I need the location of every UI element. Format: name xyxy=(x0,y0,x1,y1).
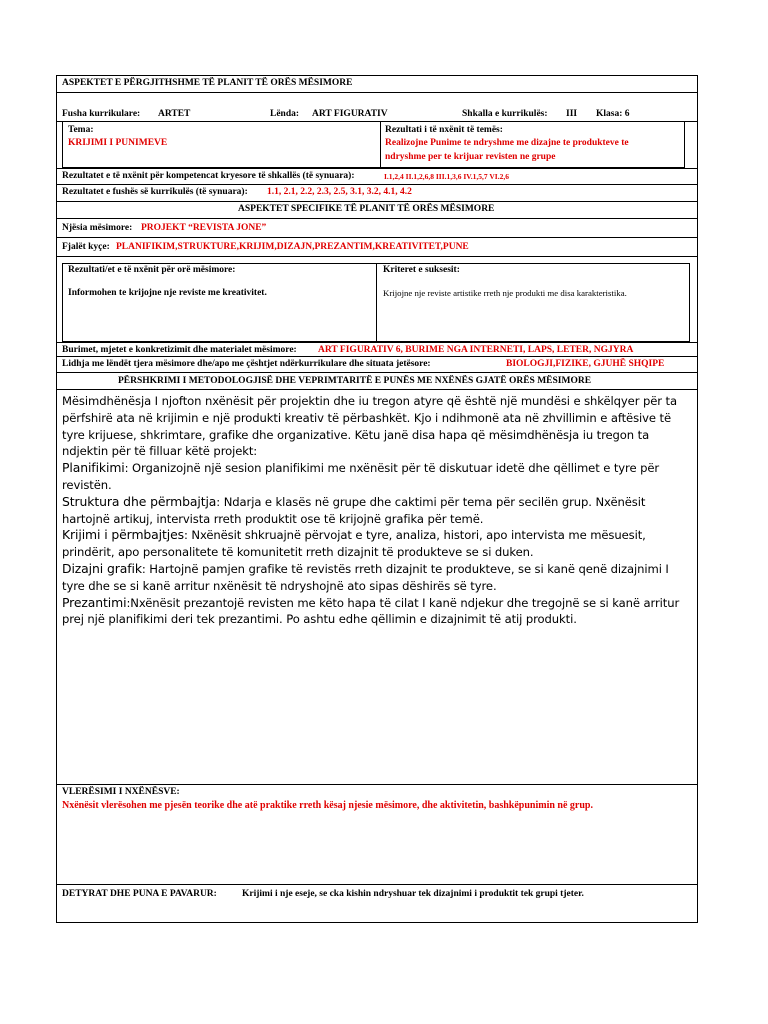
fjalet-value: PLANIFIKIM,STRUKTURE,KRIJIM,DIZAJN,PREZANTIM,KREATIVITET,PUNE xyxy=(116,242,469,252)
kompetencat-label: Rezultatet e të nxënit për kompetencat kryesore të shkallës (të synuara): xyxy=(62,171,355,181)
fjalet-label: Fjalët kyçe: xyxy=(62,242,110,252)
step-dizajni-term: Dizajni grafik xyxy=(62,560,142,576)
shkalla-value: III xyxy=(566,109,578,119)
burimet-value: ART FIGURATIV 6, BURIME NGA INTERNETI, LAPS, LETER, NGJYRA xyxy=(318,345,634,355)
fusha-value: ARTET xyxy=(158,109,191,119)
klasa-label: Klasa: 6 xyxy=(596,109,630,119)
step-prezantimi-term: Prezantimi xyxy=(62,594,127,610)
shkalla-label: Shkalla e kurrikulës: xyxy=(462,109,548,119)
step-krijimi-term: Krijimi i përmbajtjes xyxy=(62,527,184,543)
methodology-intro: Mësimdhënësja I njofton nxënësit për projektin dhe iu tregon atyre që është një mundësi e shkëlqyer për ta përfshirë ata në krijimin e një produkti kreativ të përbashkët. Kjo i ndihmonë ata në zhvillimin e aftësive të tyre krijuese, shkrimtare, grafike dhe organizative. Këtu janë disa hapa që mësimdhënësja iu tregon ta ndjektin për të filluar këtë projekt: xyxy=(62,394,677,459)
general-aspects-heading: ASPEKTET E PËRGJITHSHME TË PLANIT TË ORËS MËSIMORE xyxy=(62,78,353,88)
step-planifikimi-text: : Organizojnë një sesion planifikimi me nxënësit për të diskutuar idetë dhe qëllimet e tyre për revistën. xyxy=(62,461,660,492)
lidhja-value: BIOLOGJI,FIZIKE, GJUHË SHQIPE xyxy=(506,359,665,369)
tema-result-line1: Realizojne Punime te ndryshme me dizajne te produkteve te xyxy=(385,138,629,148)
methodology-description xyxy=(62,393,690,628)
step-struktura-text: : Ndarja e klasës në grupe dhe caktimi për tema për secilën grup. Nxënësit hartojnë artikuj, intervista rreth produktit ose të krijojnë grafika për temë. xyxy=(62,494,646,526)
njesia-value: PROJEKT “REVISTA JONE” xyxy=(141,223,267,233)
step-planifikimi-term: Planifikimi xyxy=(62,460,125,476)
step-planifikimi xyxy=(62,460,690,494)
tema-result-label: Rezultati i të nxënit të temës: xyxy=(385,125,503,135)
detyrat-label: DETYRAT DHE PUNA E PAVARUR: xyxy=(62,889,217,899)
lidhja-label: Lidhja me lëndët tjera mësimore dhe/apo me çështjet ndërkurrikulare dhe situata jetësore: xyxy=(62,359,431,369)
vleresimi-label: VLERËSIMI I NXËNËSVE: xyxy=(62,787,180,797)
fusha-label: Fusha kurrikulare: xyxy=(62,109,141,119)
burimet-label: Burimet, mjetet e konkretizimit dhe materialet mësimore: xyxy=(62,345,297,355)
lesson-outcomes-value: Informohen te krijojne nje reviste me kreativitet. xyxy=(68,288,267,298)
step-krijimi xyxy=(62,527,690,561)
lenda-value: ART FIGURATIV xyxy=(312,109,388,119)
step-struktura-term: Struktura dhe përmbajtja xyxy=(62,493,217,509)
vleresimi-value: Nxënësit vlerësohen me pjesën teorike dhe atë praktike rreth kësaj njesie mësimore, dhe aktivitetin, bashkëpunimin në grup. xyxy=(62,800,593,811)
step-dizajni xyxy=(62,561,690,595)
kriteret-label: Kriteret e suksesit: xyxy=(383,265,460,275)
fushes-value: 1.1, 2.1, 2.2, 2.3, 2.5, 3.1, 3.2, 4.1, 4.2 xyxy=(267,187,412,197)
tema-result-line2: ndryshme per te krijuar revisten ne grupe xyxy=(385,152,556,162)
detyrat-value: Krijimi i nje eseje, se cka kishin ndryshuar tek dizajnimi i produktit tek grupi tjeter. xyxy=(242,889,584,899)
methodology-heading: PËRSHKRIMI I METODOLOGJISË DHE VEPRIMTARITË E PUNËS ME NXËNËS GJATË ORËS MËSIMORE xyxy=(118,376,592,386)
kriteret-value: Krijojne nje reviste artistike rreth nje produkti me disa karakteristika. xyxy=(383,288,627,298)
step-dizajni-text: : Hartojnë pamjen grafike të revistës rreth dizajnit te produkteve, se si kanë qenë dizajnimi I tyre dhe se si kanë arritur nxënësit të ndryshojnë ato sipas dëshirës së tyre. xyxy=(62,561,669,593)
lenda-label: Lënda: xyxy=(270,109,300,119)
step-prezantimi-text: :Nxënësit prezantojë revisten me këto hapa të cilat I kanë ndjekur dhe tregojnë se si kanë arritur prej një planifikimi deri tek prezantimi. Po ashtu edhe qëllimin e dizajnimit të atij produkti. xyxy=(62,595,680,627)
njesia-label: Njësia mësimore: xyxy=(62,223,133,233)
step-prezantimi xyxy=(62,595,690,629)
kompetencat-value: I.1,2,4 II.1,2,6,8 III.1,3,6 IV.1,5,7 VI.2,6 xyxy=(384,172,509,181)
lesson-outcomes-label: Rezultati/et e të nxënit për orë mësimore: xyxy=(68,265,236,275)
fushes-label: Rezultatet e fushës së kurrikulës (të synuara): xyxy=(62,187,248,197)
specific-aspects-heading: ASPEKTET SPECIFIKE TË PLANIT TË ORËS MËSIMORE xyxy=(238,204,495,214)
step-struktura xyxy=(62,494,690,528)
step-krijimi-text: : Nxënësit shkruajnë përvojat e tyre, analiza, histori, apo intervista me mësuesit, prindërit, apo personalitete të komunitetit rreth dizajnit të produkteve se si duken. xyxy=(62,528,646,560)
tema-label: Tema: xyxy=(68,125,94,135)
tema-value: KRIJIMI I PUNIMEVE xyxy=(68,138,168,148)
